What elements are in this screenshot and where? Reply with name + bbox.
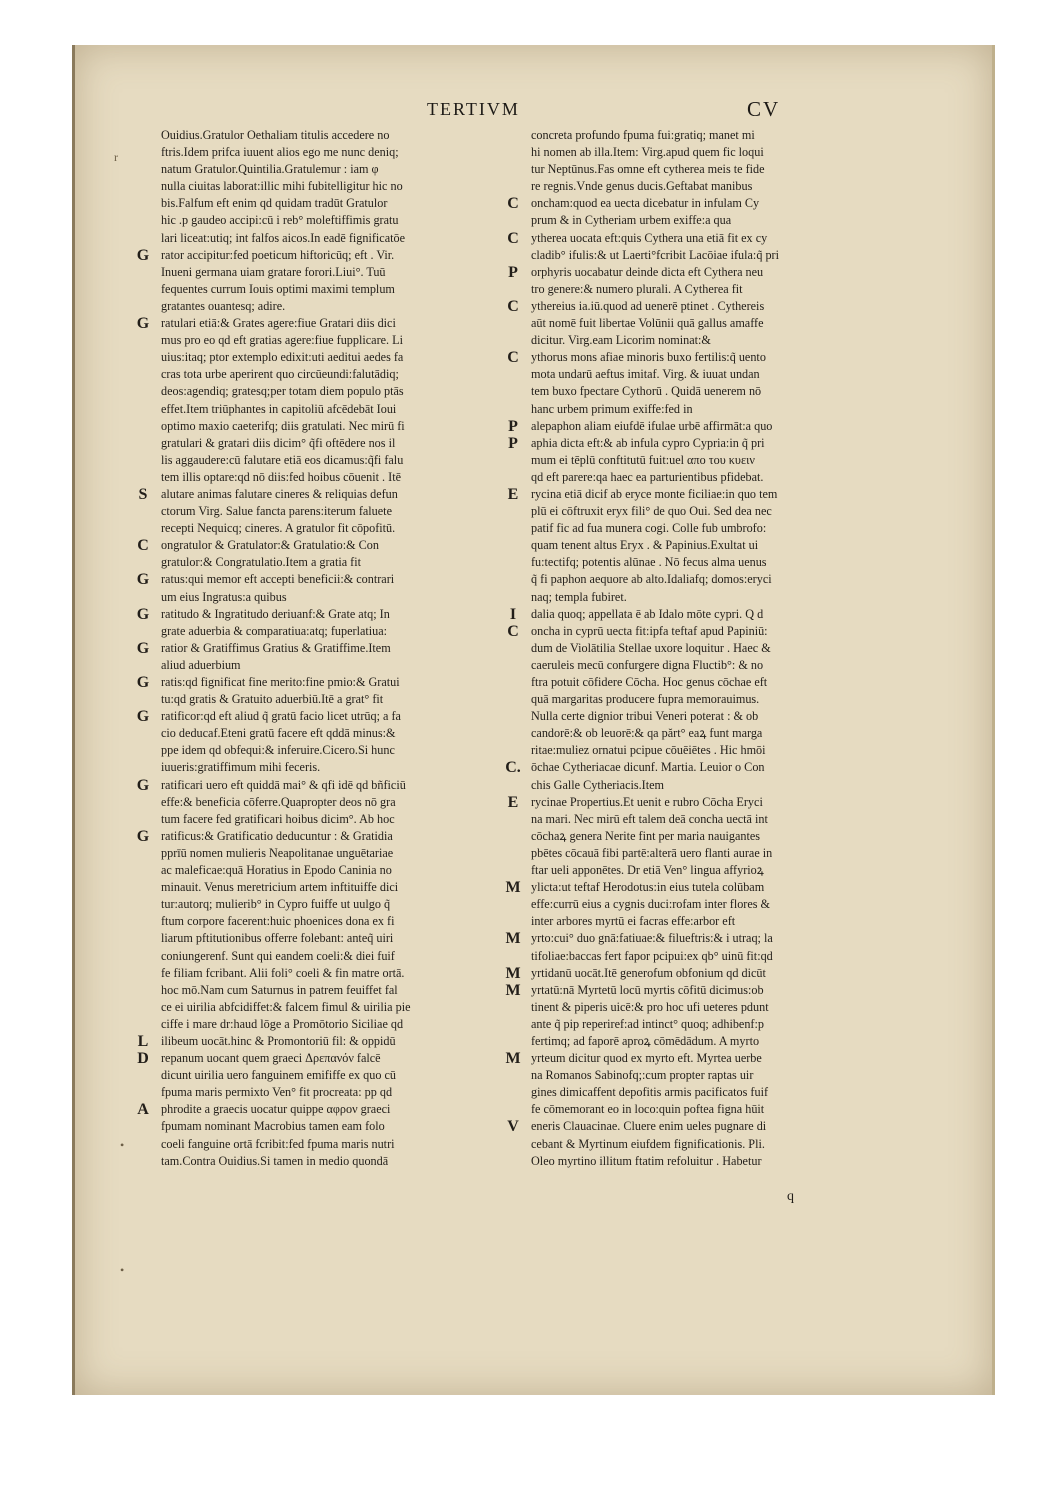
line-text: Nulla certe dignior tribui Veneri poterat : & ob: [531, 709, 759, 724]
line-text: yrto:cui° duo gnā:fatiuae:& filueftris:& i utraq; la: [531, 931, 773, 946]
line-text: pbētes cōcauā fibi partē:alterā uero flanti aurae in: [531, 845, 773, 860]
text-line: [133, 349, 493, 366]
text-line: [503, 708, 863, 725]
text-line: [133, 1084, 493, 1101]
text-line: [503, 178, 863, 195]
line-text: Ouidius.Gratulor Oethaliam titulis accedere no: [161, 128, 390, 142]
line-text: ythereius ia.iū.quod ad uenerē ptinet . Cythereis: [531, 298, 765, 313]
text-line: [503, 571, 863, 588]
line-text: effet.Item triūphantes in capitoliū afcēdebāt Ioui: [161, 401, 397, 416]
text-line: [503, 948, 863, 965]
line-text: chis Galle Cytheriacis.Item: [531, 777, 665, 792]
text-line: [133, 896, 493, 913]
text-line: [133, 777, 493, 794]
right-text-column: [503, 127, 863, 1170]
line-text: gratulari & gratari diis dicim° q̃fi oftēdere nos il: [161, 435, 396, 450]
line-text: ce ei uirilia abfcidiffet:& falcem fimul & uirilia pie: [161, 999, 411, 1014]
line-text: coniungerenf. Sunt qui eandem coeli:& diei fuif: [161, 948, 395, 963]
line-text: aphia dicta eft:& ab infula cypro Cypria:in q̃ pri: [531, 435, 765, 450]
line-text: ōchae Cytheriacae dicunf. Martia. Leuior o Con: [531, 760, 765, 775]
text-line: [133, 1118, 493, 1135]
line-text: q̃ fi paphon aequore ab alto.Idaliafq; domos:eryci: [531, 572, 772, 587]
line-text: uius:itaq; ptor extemplo edixit:uti aeditui aedes fa: [161, 350, 404, 365]
line-text: ppe idem qd obfequi:& inferuire.Cicero.Si hunc: [161, 743, 395, 758]
line-text: tur Neptūnus.Fas omne eft cytherea meis te fide: [531, 162, 765, 177]
text-line: [503, 623, 863, 640]
line-text: orphyris uocabatur deinde dicta eft Cythera neu: [531, 264, 764, 279]
text-line: [133, 1101, 493, 1118]
initial-letter: G: [136, 605, 150, 623]
line-text: caeruleis mecū confurgere digna Fluctib°: & no: [531, 657, 764, 672]
text-line: [503, 264, 863, 281]
text-line: [133, 742, 493, 759]
line-text: na mari. Nec mirū eft talem deā concha uectā int: [531, 811, 768, 826]
line-text: cladib° ifulis:& ut Laerti°fcribit Lacōiae ifula:q̃ pri: [531, 247, 779, 262]
line-text: repanum uocant quem graeci Δρεπανόν falcē: [161, 1051, 381, 1066]
text-line: [133, 554, 493, 571]
initial-letter: G: [136, 246, 150, 264]
line-text: ythorus mons afiae minoris buxo fertilis:q̃ uento: [531, 350, 766, 365]
text-line: [133, 965, 493, 982]
line-text: eneris Clauacinae. Cluere enim ueles pugnare di: [531, 1119, 767, 1134]
line-text: cōchaꝝ genera Nerite fint per maria nauigantes: [531, 828, 761, 843]
line-text: phrodite a graecis uocatur quippe αφρον graeci: [161, 1102, 391, 1117]
text-line: [503, 383, 863, 400]
line-text: ftum corpore facerent:huic phoenices dona ex fi: [161, 914, 395, 929]
line-text: tro genere:& numero plurali. A Cytherea fit: [531, 281, 743, 296]
text-line: [133, 1153, 493, 1170]
line-text: cebant & Myrtinum eiufdem fignificationis. Pli.: [531, 1136, 765, 1151]
text-line: [503, 349, 863, 366]
text-line: [133, 913, 493, 930]
line-text: patif fic ad fua munera cogi. Colle fub umbrofo:: [531, 521, 767, 536]
line-text: ftris.Idem prifca iuuent alios ego me nunc deniq;: [161, 145, 399, 160]
text-line: [503, 1136, 863, 1153]
text-line: [503, 469, 863, 486]
text-line: [133, 930, 493, 947]
line-text: aūt nomē fuit libertae Volūnii quā gallus amaffe: [531, 316, 764, 331]
text-line: [503, 1050, 863, 1067]
initial-letter: G: [136, 571, 150, 589]
text-line: [503, 657, 863, 674]
initial-letter: I: [509, 605, 517, 623]
text-line: [133, 1016, 493, 1033]
text-line: [133, 366, 493, 383]
text-line: [133, 212, 493, 229]
line-text: hanc urbem primum exiffe:fed in: [531, 401, 693, 416]
line-text: ftar ueli apponētes. Dr etiā Ven° lingua affyrioꝝ: [531, 863, 764, 878]
line-text: quā margaritas producere fupra memorauimus.: [531, 692, 760, 707]
text-line: [133, 657, 493, 674]
text-line: [133, 418, 493, 435]
text-line: [503, 315, 863, 332]
line-text: recepti Nequicq; cineres. A gratulor fit cōpofitū.: [161, 521, 396, 536]
line-text: tur:autorq; mulierib° in Cypro fuiffe ut uulgo q̃: [161, 897, 391, 912]
text-line: [503, 418, 863, 435]
text-line: [133, 606, 493, 623]
text-line: [133, 811, 493, 828]
text-line: [503, 862, 863, 879]
text-line: [503, 913, 863, 930]
initial-letter: P: [508, 417, 518, 435]
line-text: Inueni germana uiam gratare forori.Liui°. Tuū: [161, 264, 386, 279]
text-line: [503, 879, 863, 896]
text-line: [503, 896, 863, 913]
line-text: fe filiam fcribant. Alii foli° coeli & fin matre ortā.: [161, 965, 405, 980]
text-line: [503, 589, 863, 606]
line-text: optimo maxio caeterifq; diis gratulati. Nec mirū fi: [161, 418, 405, 433]
text-line: [503, 486, 863, 503]
line-text: quam tenent altus Eryx . & Papinius.Exultat ui: [531, 538, 759, 553]
text-line: [503, 332, 863, 349]
text-line: [133, 195, 493, 212]
line-text: na Romanos Sabinofq;:cum propter raptas uir: [531, 1068, 754, 1083]
line-text: gines dimicaffent depofitis armis pacificatos fuif: [531, 1085, 769, 1100]
initial-letter: V: [507, 1118, 519, 1136]
line-text: iuueris:gratiffimum mihi feceris.: [161, 760, 321, 775]
text-line: [503, 742, 863, 759]
text-line: [133, 759, 493, 776]
line-text: yrtatū:nā Myrtetū locū myrtis cōfitū dicimus:ob: [531, 982, 764, 997]
text-line: [503, 1084, 863, 1101]
line-text: ratitudo & Ingratitudo deriuanf:& Grate atq; In: [161, 606, 390, 621]
initial-letter: M: [505, 1050, 521, 1068]
text-line: [133, 486, 493, 503]
running-title: TERTIVM: [427, 99, 520, 119]
initial-letter: E: [507, 793, 519, 811]
text-line: [133, 127, 493, 144]
line-text: liarum pftitutionibus offerre folebant: anteq̃ uiri: [161, 931, 394, 946]
line-text: dum de Violātilia Stellae uxore loquitur . Haec &: [531, 640, 771, 655]
line-text: ratis:qd fignificat fine merito:fine pmio:& Gratui: [161, 675, 400, 689]
initial-letter: C: [507, 195, 519, 213]
text-line: [133, 862, 493, 879]
line-text: coeli fanguine ortā fcribit:fed fpuma maris nutri: [161, 1136, 395, 1151]
line-text: inter arbores myrtū ei facras effe:arbor eft: [531, 914, 736, 929]
line-text: Oleo myrtino illitum ftatim refoluitur . Habetur: [531, 1153, 762, 1168]
text-line: [133, 247, 493, 264]
text-line: [133, 674, 493, 691]
line-text: tam.Contra Ouidius.Si tamen in medio quondā: [161, 1153, 389, 1168]
initial-letter: E: [507, 485, 519, 503]
line-text: gratulor:& Congratulatio.Item a gratia fit: [161, 555, 362, 570]
text-line: [133, 230, 493, 247]
text-line: [133, 452, 493, 469]
initial-letter: A: [137, 1101, 149, 1119]
text-line: [133, 948, 493, 965]
line-text: candorē:& ob leuorē:& qa părt° eaꝝ funt marga: [531, 726, 763, 741]
text-line: [503, 366, 863, 383]
text-line: [133, 725, 493, 742]
line-text: ratificor:qd eft aliud q̃ gratū facio licet utrūq; a fa: [161, 709, 401, 724]
page-header: [75, 97, 992, 127]
line-text: aliud aduerbium: [161, 657, 241, 672]
text-line: [503, 195, 863, 212]
line-text: lari liceat:utiq; int falfos aicos.In eadē fignificatōe: [161, 230, 405, 245]
line-text: pprīū nomen mulieris Neapolitanae unguētariae: [161, 845, 394, 860]
line-text: nulla ciuitas laborat:illic mihi fubitelligitur hic no: [161, 179, 403, 194]
text-line: [503, 298, 863, 315]
text-line: [503, 982, 863, 999]
initial-letter: C: [507, 229, 519, 247]
text-line: [133, 845, 493, 862]
text-line: [503, 811, 863, 828]
line-text: natum Gratulor.Quintilia.Gratulemur : iam φ: [161, 162, 379, 177]
line-text: alutare animas falutare cineres & reliquias defun: [161, 486, 398, 501]
text-line: [503, 640, 863, 657]
line-text: ac maleficae:quā Horatius in Epodo Caninia no: [161, 863, 392, 878]
line-text: effe:& beneficia cōferre.Quapropter deos nō gra: [161, 794, 396, 809]
line-text: rator accipitur:fed poeticum hiftoricūq; eft . Vir.: [161, 247, 395, 262]
line-text: ciffe i mare dr:haud lōge a Promōtorio Siciliae qd: [161, 1016, 404, 1031]
initial-letter: C: [137, 537, 149, 555]
text-line: [503, 674, 863, 691]
initial-letter: M: [505, 981, 521, 999]
text-line: [133, 1050, 493, 1067]
initial-letter: M: [505, 930, 521, 948]
text-line: [503, 247, 863, 264]
text-line: [133, 503, 493, 520]
text-line: [133, 298, 493, 315]
text-line: [133, 537, 493, 554]
book-page: [72, 45, 995, 1395]
text-line: [503, 794, 863, 811]
initial-letter: M: [505, 964, 521, 982]
line-text: tifoliae:baccas fert fapor pcipui:ex qb° uinū fit:qd: [531, 948, 773, 963]
line-text: deos:agendiq; gratesq;per totam diem populo ptās: [161, 384, 404, 399]
line-text: ratificari uero eft quiddā mai° & qfi idē qd bñficiū: [161, 777, 406, 792]
text-line: [133, 1136, 493, 1153]
text-line: [503, 144, 863, 161]
text-line: [503, 401, 863, 418]
line-text: bis.Falfum eft enim qd quidam tradūt Gratulor: [161, 196, 388, 211]
text-line: [133, 383, 493, 400]
line-text: ongratulor & Gratulator:& Gratulatio:& Con: [161, 538, 379, 553]
left-text-column: [133, 127, 493, 1170]
folio-number: CV: [747, 97, 781, 121]
text-line: [503, 828, 863, 845]
text-line: [133, 264, 493, 281]
text-line: [133, 640, 493, 657]
line-text: yrtidanū uocāt.Itē generofum obfonium qd dicūt: [531, 965, 766, 980]
line-text: rycinae Propertius.Et uenit e rubro Cōcha Eryci: [531, 794, 763, 809]
line-text: ftra potuit cōfidere Cōcha. Hoc genus cōchae eft: [531, 675, 768, 689]
line-text: ante q̃ pip reperiref:ad intinct° quoq; adhibenf:p: [531, 1016, 764, 1031]
text-line: [133, 999, 493, 1016]
line-text: fe cōmemorant eo in loco:quin poftea figna hūit: [531, 1102, 765, 1117]
text-line: [133, 589, 493, 606]
text-line: [503, 212, 863, 229]
text-line: [133, 623, 493, 640]
line-text: grate aduerbia & comparatiua:atq; fuperlatiua:: [161, 623, 388, 638]
line-text: ratior & Gratiffimus Gratius & Gratiffime.Item: [161, 640, 391, 655]
line-text: cras tota urbe aperirent quo circūeundi:falutādiq;: [161, 367, 399, 382]
line-text: mus pro eo qd eft gratias agere:fiue fupplicare. Li: [161, 333, 403, 348]
line-text: ytherea uocata eft:quis Cythera una etiā fit ex cy: [531, 230, 768, 245]
text-line: [503, 1153, 863, 1170]
text-line: [133, 178, 493, 195]
line-text: gratantes ouantesq; adire.: [161, 298, 286, 313]
text-line: [503, 127, 863, 144]
initial-letter: P: [508, 434, 518, 452]
text-line: [503, 777, 863, 794]
text-line: [133, 144, 493, 161]
text-line: [133, 794, 493, 811]
margin-mark: •: [120, 1263, 125, 1277]
text-line: [133, 691, 493, 708]
line-text: prum & in Cytheriam urbem exiffe:a qua: [531, 213, 732, 228]
line-text: ylicta:ut teftaf Herodotus:in eius tutela colūbam: [531, 880, 765, 895]
line-text: naq; templa fubiret.: [531, 589, 627, 604]
text-line: [503, 452, 863, 469]
line-text: hoc mō.Nam cum Saturnus in patrem feuiffet fal: [161, 982, 398, 997]
line-text: cio deducaf.Eteni gratū facere eft qddā minus:&: [161, 726, 396, 741]
initial-letter: S: [138, 485, 148, 503]
line-text: ritae:muliez ornatui pcipue cōuēiētes . Hic hmōi: [531, 743, 766, 758]
text-line: [503, 161, 863, 178]
initial-letter: G: [136, 708, 150, 726]
text-line: [503, 554, 863, 571]
text-line: [503, 281, 863, 298]
text-line: [503, 691, 863, 708]
initial-letter: C: [507, 622, 519, 640]
line-text: mum ei tēplū conftitutū fuit:uel απο του κυειν: [531, 452, 755, 467]
line-text: ilibeum uocāt.hinc & Promontoriū fil: & oppidū: [161, 1033, 396, 1048]
text-line: [503, 1101, 863, 1118]
line-text: tinent & piperis uicē:& pro hoc ufi ueteres pdunt: [531, 999, 769, 1014]
initial-letter: G: [136, 776, 150, 794]
line-text: tu:qd gratis & Gratuito aduerbiū.Itē a grat° fit: [161, 692, 384, 707]
line-text: hi nomen ab illa.Item: Virg.apud quem fic loqui: [531, 145, 764, 160]
line-text: fu:tectifq; potentis alūnae . Nō fecus alma uenus: [531, 555, 767, 570]
text-line: [503, 999, 863, 1016]
text-line: [133, 520, 493, 537]
initial-letter: C.: [505, 759, 521, 777]
margin-mark: r: [114, 150, 118, 164]
text-line: [133, 401, 493, 418]
text-line: [133, 161, 493, 178]
line-text: re regnis.Vnde genus ducis.Geftabat manibus: [531, 179, 753, 194]
line-text: fpuma maris permixto Ven° fit procreata: pp qd: [161, 1085, 393, 1100]
text-line: [133, 281, 493, 298]
line-text: yrteum dicitur quod ex myrto eft. Myrtea uerbe: [531, 1051, 762, 1066]
line-text: oncham:quod ea uecta dicebatur in infulam Cy: [531, 196, 760, 211]
line-text: rycina etiā dicif ab eryce monte ficiliae:in quo tem: [531, 486, 778, 501]
line-text: fequentes currum Iouis optimi maximi templum: [161, 281, 395, 296]
initial-letter: D: [137, 1050, 149, 1068]
text-line: [133, 828, 493, 845]
text-line: [503, 520, 863, 537]
initial-letter: L: [137, 1032, 149, 1050]
text-line: [503, 930, 863, 947]
text-line: [503, 845, 863, 862]
line-text: ratus:qui memor eft accepti beneficii:& contrari: [161, 572, 395, 587]
line-text: lis aggaudere:cū falutare etiā eos dicamus:q̃fi falu: [161, 452, 404, 467]
text-line: [503, 759, 863, 776]
line-text: tem buxo fpectare Cythorū . Quidā uenerem nō: [531, 384, 762, 399]
text-line: [503, 1033, 863, 1050]
text-line: [133, 708, 493, 725]
line-text: fertimq; ad faporē aproꝝ cōmēdādum. A myrto: [531, 1033, 760, 1048]
text-line: [503, 725, 863, 742]
text-line: [503, 537, 863, 554]
initial-letter: G: [136, 674, 150, 691]
signature-mark: q: [787, 1189, 794, 1204]
line-text: qd eft parere:qa haec ea parturientibus pfidebat.: [531, 469, 764, 484]
line-text: effe:currū eius a cygnis duci:rofam inter flores &: [531, 897, 771, 912]
text-line: [133, 1033, 493, 1050]
line-text: minauit. Venus meretricium artem inftituiffe dici: [161, 880, 399, 895]
text-line: [503, 1016, 863, 1033]
line-text: ratulari etiā:& Grates agere:fiue Gratari diis dici: [161, 316, 396, 331]
line-text: alepaphon aliam eiufdē ifulae urbē affirmāt:a quo: [531, 418, 773, 433]
initial-letter: C: [507, 349, 519, 367]
line-text: dicunt uirilia uero fanguinem emififfe ex quo cū: [161, 1068, 396, 1083]
initial-letter: G: [136, 639, 150, 657]
line-text: mota undarū aeftus imitaf. Virg. & iuuat undan: [531, 367, 760, 382]
text-line: [503, 606, 863, 623]
text-line: [503, 1118, 863, 1135]
text-line: [133, 1067, 493, 1084]
initial-letter: G: [136, 827, 150, 845]
initial-letter: M: [505, 879, 521, 897]
text-line: [503, 1067, 863, 1084]
line-text: hic .p gaudeo accipi:cū i reb° moleftiffimis gratu: [161, 213, 399, 228]
text-line: [503, 435, 863, 452]
text-line: [133, 315, 493, 332]
initial-letter: P: [508, 263, 518, 281]
line-text: dalia quoq; appellata ē ab Idalo mōte cypri. Q d: [531, 606, 764, 621]
margin-mark: •: [120, 1138, 125, 1152]
text-line: [133, 982, 493, 999]
text-line: [503, 230, 863, 247]
line-text: fpumam nominant Macrobius tamen eam folo: [161, 1119, 385, 1134]
line-text: oncha in cyprū uecta fit:ipfa teftaf apud Papiniū:: [531, 623, 768, 638]
text-line: [133, 879, 493, 896]
text-line: [133, 332, 493, 349]
text-line: [503, 965, 863, 982]
line-text: tem illis optare:qd nō diis:fed hoibus cōuenit . Itē: [161, 469, 401, 484]
text-line: [133, 469, 493, 486]
line-text: concreta profundo fpuma fui:gratiq; manet mi: [531, 128, 755, 142]
line-text: plū ei cōftruxit eryx fili° de quo Oui. Sed dea nec: [531, 504, 772, 519]
initial-letter: C: [507, 297, 519, 315]
line-text: tum facere fed gratificari hoibus dicim°. Ab hoc: [161, 811, 395, 826]
line-text: dicitur. Virg.eam Licorim nominat:&: [531, 333, 711, 348]
text-line: [133, 571, 493, 588]
text-line: [503, 503, 863, 520]
line-text: ratificus:& Gratificatio deducuntur : & Gratidia: [161, 828, 393, 843]
text-line: [133, 435, 493, 452]
line-text: ctorum Virg. Salue fancta parens:iterum faluete: [161, 504, 392, 519]
line-text: um eius Ingratus:a quibus: [161, 589, 287, 604]
initial-letter: G: [136, 315, 150, 333]
